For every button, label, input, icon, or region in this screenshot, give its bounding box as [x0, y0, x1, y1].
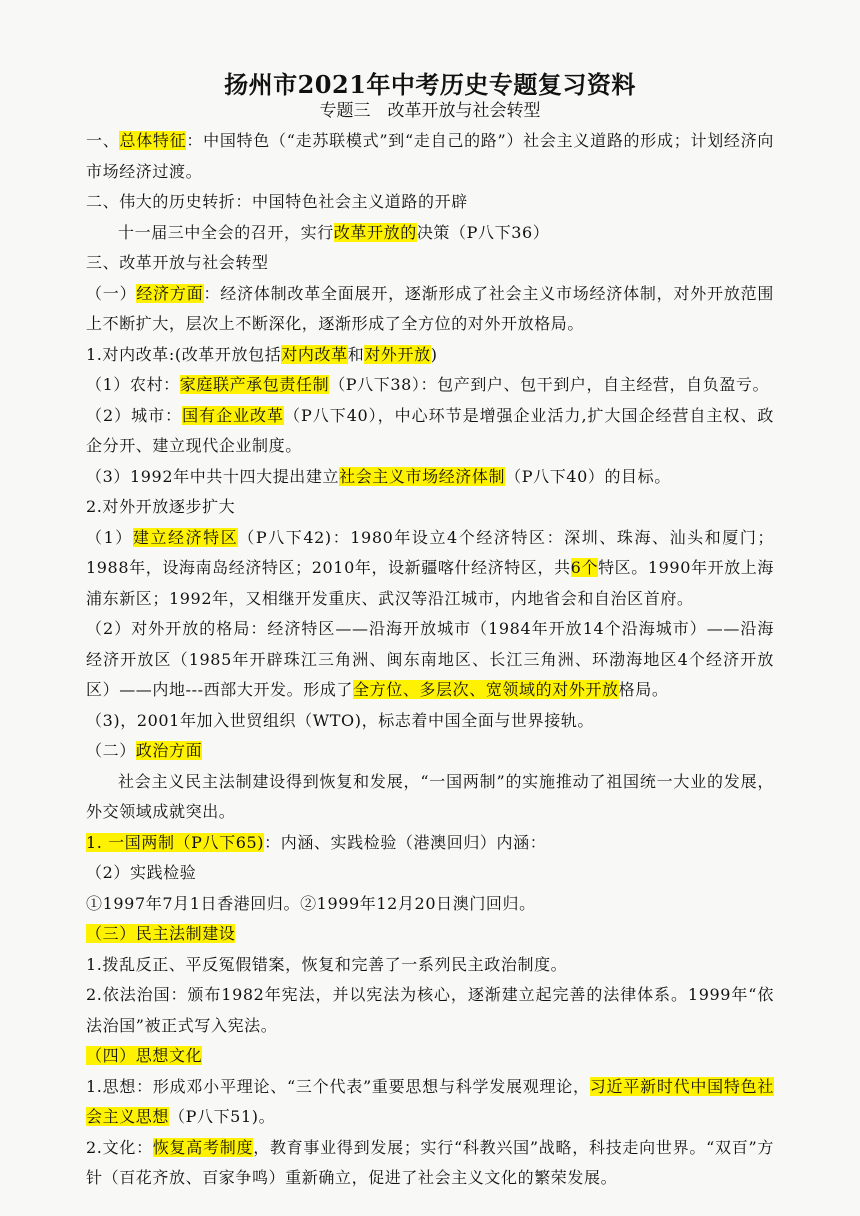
- text-run: 二、伟大的历史转折：中国特色社会主义道路的开辟: [86, 192, 468, 211]
- text-run: （P八下40），中心环节是增强企业活力,扩大国企经营自主权、政企分开、建立现代企业制度。: [86, 405, 775, 455]
- text-run: （P八下51)。: [169, 1107, 276, 1126]
- paragraph-set-things-right: [86, 950, 774, 981]
- text-run: （2）对外开放的格局：经济特区——沿海开放城市（1984年开放14个沿海城市）——沿海经济开放区（1985年开辟珠江三角洲、闽东南地区、长江三角洲、环渤海地区4个经济开放区）——内地---西部大开发。形成了: [86, 619, 774, 699]
- heading-democracy-law: [86, 919, 774, 950]
- text-run: （2）实践检验: [86, 863, 197, 882]
- paragraph-culture: [86, 1133, 774, 1194]
- text-run: 1.思想：形成邓小平理论、“三个代表”重要思想与科学发展观理论，: [86, 1076, 590, 1096]
- text-run: ，教育事业得到发展；实行“科教兴国”战略，科技走向世界。“双百”方针（百花齐放、百家争鸣）重新确立，促进了社会主义文化的繁荣发展。: [86, 1137, 774, 1187]
- paragraph-rural: [86, 370, 774, 401]
- text-run: （二）: [86, 741, 136, 760]
- text-run: （3）1992年中共十四大提出建立: [86, 466, 340, 486]
- text-run: （P八下42)：1980年设立4个经济特区：深圳、珠海、汕头和厦门；1988年，设海南岛经济特区；2010年，设新疆喀什经济特区，共: [86, 527, 775, 577]
- paragraph-urban: [86, 401, 774, 462]
- highlighted-text: 6个: [570, 558, 599, 577]
- paragraph-special-zones: [86, 523, 774, 615]
- text-run: ①1997年7月1日香港回归。②1999年12月20日澳门回归。: [86, 893, 536, 913]
- heading-thought-culture: [86, 1041, 774, 1072]
- heading-practice-test: [86, 858, 774, 889]
- paragraph-rule-of-law: [86, 980, 774, 1041]
- highlighted-text: 习近平新时代中国特色社会主义思想: [86, 1076, 774, 1126]
- text-run: ：内涵、实践检验（港澳回归）内涵：: [264, 832, 547, 852]
- text-run: 1.拨乱反正、平反冤假错案，恢复和完善了一系列民主政治制度。: [86, 954, 568, 974]
- highlighted-text: 改革开放的: [333, 222, 417, 242]
- text-run: 2.依法治国：颁布1982年宪法，并以宪法为核心，逐渐建立起完善的法律体系。1999年“依法治国”被正式写入宪法。: [86, 985, 774, 1035]
- text-run: ：经济体制改革全面展开，逐渐形成了社会主义市场经济体制，对外开放范围上不断扩大，层次上不断深化，逐渐形成了全方位的对外开放格局。: [86, 283, 774, 333]
- highlighted-text: 经济方面: [136, 283, 204, 303]
- heading-historic-turn: [86, 187, 774, 218]
- text-run: （P八下38）：包产到户、包干到户，自主经营，自负盈亏。: [329, 375, 770, 394]
- highlighted-text: （三）民主法制建设: [86, 924, 236, 943]
- paragraph-wto: [86, 706, 774, 737]
- text-run: 1.对内改革:(改革开放包括: [86, 344, 282, 364]
- text-run: 社会主义民主法制建设得到恢复和发展，“一国两制”的实施推动了祖国统一大业的发展，外交领域成就突出。: [86, 771, 774, 821]
- highlighted-text: 政治方面: [135, 741, 203, 760]
- heading-reform-opening: [86, 248, 774, 279]
- paragraph-economy: [86, 279, 774, 340]
- text-run: 2.对外开放逐步扩大: [86, 497, 236, 516]
- text-run: 特区。1990年开放上海浦东新区；1992年，又相继开发重庆、武汉等沿江城市，内地省会和自治区首府。: [86, 558, 774, 608]
- text-run: 一、: [86, 131, 120, 150]
- highlighted-text: 1. 一国两制（P八下65): [86, 832, 265, 852]
- highlighted-text: 国有企业改革: [182, 405, 285, 425]
- document-title: 扬州市2021年中考历史专题复习资料: [224, 70, 636, 99]
- text-run: ): [430, 344, 438, 364]
- text-run: （2）城市：: [86, 405, 183, 425]
- text-run: 和: [347, 344, 365, 364]
- heading-internal-reform: [86, 340, 774, 371]
- paragraph-thought: [86, 1072, 774, 1133]
- paragraph-opening-pattern: [86, 614, 774, 706]
- highlighted-text: 建立经济特区: [132, 527, 239, 547]
- highlighted-text: 对外开放: [364, 344, 431, 364]
- highlighted-text: （四）思想文化: [86, 1046, 203, 1065]
- text-run: 决策（P八下36）: [416, 222, 550, 242]
- document-subtitle: 专题三 改革开放与社会转型: [319, 101, 541, 121]
- document-body: [86, 126, 774, 1194]
- paragraph-politics: [86, 767, 774, 828]
- text-run: 三、改革开放与社会转型: [86, 253, 269, 272]
- heading-politics: [86, 736, 774, 767]
- highlighted-text: 社会主义市场经济体制: [339, 466, 506, 486]
- paragraph-1992-congress: [86, 462, 774, 493]
- text-run: ：中国特色（“走苏联模式”到“走自己的路”）社会主义道路的形成；计划经济向市场经济过渡。: [86, 131, 774, 181]
- text-run: （3)，2001年加入世贸组织（WTO)，标志着中国全面与世界接轨。: [86, 710, 595, 730]
- text-run: 十一届三中全会的召开，实行: [118, 222, 334, 242]
- highlighted-text: 全方位、多层次、宽领域的对外开放: [353, 680, 619, 699]
- highlighted-text: 恢复高考制度: [152, 1137, 254, 1157]
- text-run: （一）: [86, 283, 137, 303]
- text-run: （P八下40）的目标。: [505, 466, 671, 486]
- text-run: 2.文化：: [86, 1137, 153, 1157]
- text-run: （1）农村：: [86, 375, 180, 394]
- paragraph-one-country-two-systems: [86, 828, 774, 859]
- highlighted-text: 对内改革: [281, 344, 348, 364]
- paragraph-third-plenum: [86, 218, 774, 249]
- highlighted-text: 总体特征: [119, 131, 187, 150]
- paragraph-hk-macau: [86, 889, 774, 920]
- heading-opening-up: [86, 492, 774, 523]
- highlighted-text: 家庭联产承包责任制: [179, 375, 330, 394]
- paragraph-overall-features: [86, 126, 774, 187]
- text-run: 格局。: [618, 680, 669, 699]
- text-run: （1）: [86, 527, 133, 547]
